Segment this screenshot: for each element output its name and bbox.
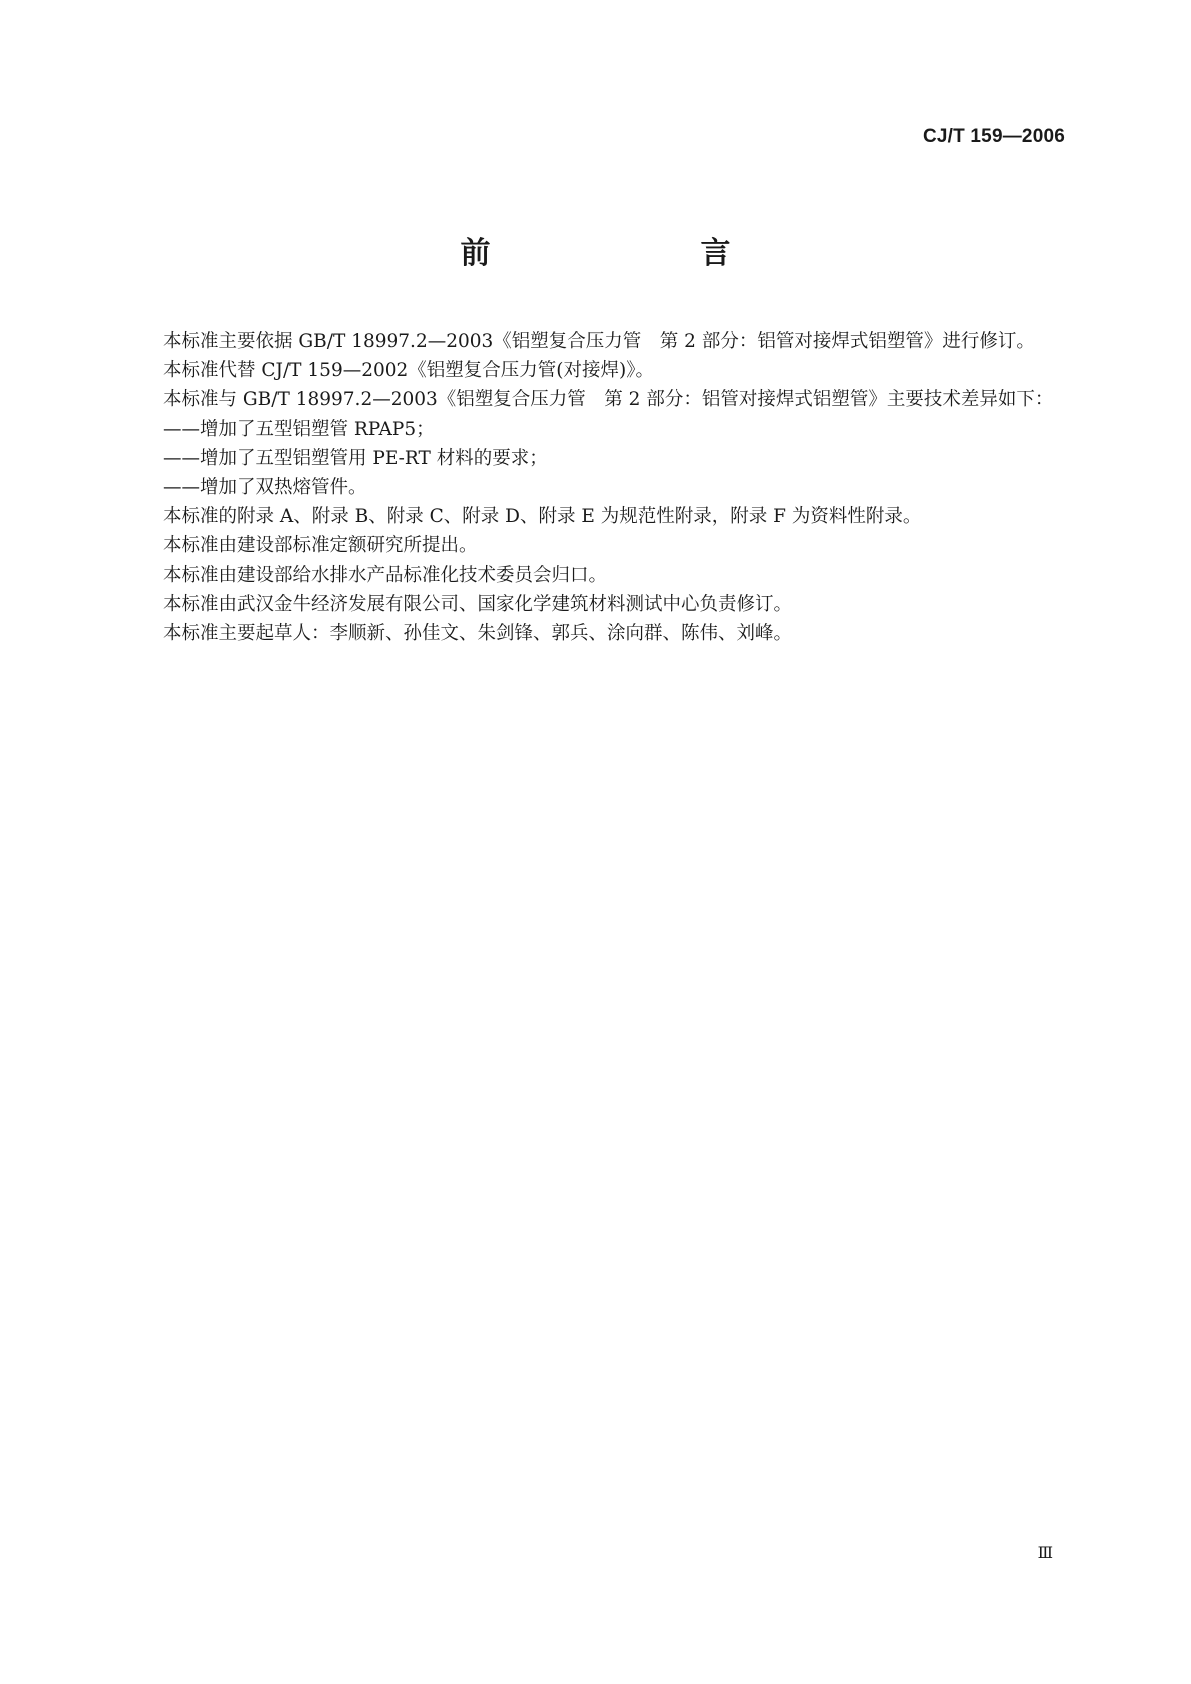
paragraph-revised-by: 本标准由武汉金牛经济发展有限公司、国家化学建筑材料测试中心负责修订。	[163, 593, 793, 615]
list-item: ——增加了五型铝塑管 RPAP5；	[163, 418, 435, 440]
standard-code: CJ/T 159—2006	[922, 126, 1065, 147]
list-item: ——增加了双热熔管件。	[163, 477, 367, 499]
paragraph-differences: 本标准与 GB/T 18997.2—2003《铝塑复合压力管 第 2 部分：铝管对接焊式铝塑管》主要技术差异如下：	[163, 389, 1054, 411]
paragraph-basis: 本标准主要依据 GB/T 18997.2—2003《铝塑复合压力管 第 2 部分：铝管对接焊式铝塑管》进行修订。	[163, 331, 1035, 352]
list-item: ——增加了五型铝塑管用 PE-RT 材料的要求；	[163, 447, 548, 469]
preface-body	[126, 327, 1064, 648]
paragraph-centralized-by: 本标准由建设部给水排水产品标准化技术委员会归口。	[163, 564, 608, 586]
page-title: 前 言	[460, 236, 781, 271]
page-number: Ⅲ	[1037, 1543, 1053, 1562]
paragraph-proposed-by: 本标准由建设部标准定额研究所提出。	[163, 535, 478, 557]
paragraph-drafters: 本标准主要起草人：李顺新、孙佳文、朱剑锋、郭兵、涂向群、陈伟、刘峰。	[163, 623, 793, 645]
paragraph-replaces: 本标准代替 CJ/T 159—2002《铝塑复合压力管(对接焊)》。	[163, 360, 654, 382]
paragraph-annexes: 本标准的附录 A、附录 B、附录 C、附录 D、附录 E 为规范性附录，附录 F 为资料性附录。	[163, 506, 922, 528]
